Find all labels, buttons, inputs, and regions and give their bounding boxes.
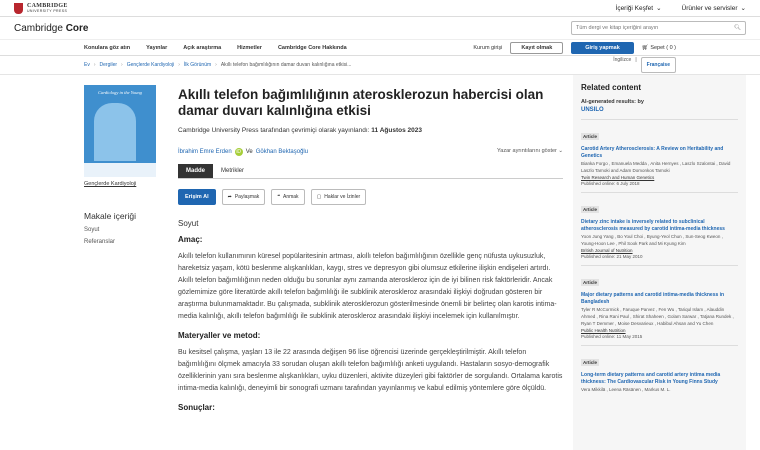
- brand-name-a: Cambridge: [14, 22, 63, 34]
- rights-label: Haklar ve İzinler: [324, 194, 361, 200]
- top-bar: [0, 0, 760, 17]
- journal-cover-image[interactable]: [84, 85, 156, 177]
- related-card: [581, 345, 738, 393]
- related-title-link[interactable]: Long-term dietary patterns and carotid artery intima media thickness: The Cardiovascular Risk in Young Finns Study: [581, 372, 721, 385]
- cart-label: Sepet ( 0 ): [650, 44, 676, 51]
- toc-title: Makale içeriği: [84, 211, 136, 221]
- share-button[interactable]: [222, 189, 266, 205]
- pub-prefix: Cambridge University Press tarafından çevrimiçi olarak yayınlandı:: [178, 127, 370, 134]
- lang-separator: |: [635, 57, 637, 63]
- nav-item-open-research[interactable]: Açık araştırma: [183, 44, 222, 51]
- abstract-heading: Soyut: [178, 219, 199, 228]
- related-title-link[interactable]: Major dietary patterns and carotid intima-media thickness in Bangladesh: [581, 292, 725, 305]
- article-main: [178, 87, 563, 412]
- tab-article[interactable]: Madde: [178, 164, 213, 178]
- related-date: Published online: 11 May 2015: [581, 334, 643, 339]
- breadcrumb-current: Akıllı telefon bağımlılığının damar duvarı kalınlığına etkisi...: [220, 62, 352, 68]
- left-sidebar: [84, 85, 156, 245]
- related-card: [581, 265, 738, 339]
- share-label: Paylaşmak: [234, 194, 260, 200]
- breadcrumb-journals[interactable]: Dergiler: [99, 62, 118, 68]
- related-date: Published online: 6 July 2018: [581, 181, 640, 186]
- orcid-icon[interactable]: iD: [236, 149, 242, 155]
- breadcrumb-home[interactable]: Ev: [84, 62, 90, 68]
- cover-illustration: [94, 103, 136, 161]
- breadcrumb-separator: ›: [121, 62, 123, 68]
- breadcrumb-separator: ›: [93, 62, 96, 68]
- breadcrumb-separator: ›: [178, 62, 180, 68]
- cambridge-logo[interactable]: [14, 3, 68, 14]
- search-placeholder: Tüm dergi ve kitap içeriğini arayın: [576, 25, 659, 31]
- journal-link[interactable]: Gençlerde Kardiyoloji: [84, 181, 137, 187]
- article-actions: [178, 189, 563, 205]
- related-card: [581, 192, 738, 259]
- main-nav: [0, 39, 760, 56]
- publication-info: [178, 127, 563, 134]
- article-tag: Article: [583, 280, 598, 285]
- related-authors: Yoon Jung Yang , Bo Youl Choi , Byung-Yeol Chun , Sun-Seog Kweon , Young-Hoon Lee , Phil Sook Park and Mi Kyung Kim: [581, 234, 723, 246]
- rights-icon: ▢: [316, 194, 322, 200]
- rights-button[interactable]: [311, 189, 367, 205]
- related-date: Published online: 21 May 2010: [581, 254, 643, 259]
- cart-icon: 🛒︎: [641, 44, 649, 51]
- related-authors: Vera Mikkilä , Leena Räsänen , Markus M. L.: [581, 387, 671, 392]
- author-join: Ve: [245, 149, 253, 155]
- nav-item-subjects[interactable]: Konulara göz atın: [84, 44, 131, 51]
- related-authors: Tyler R McCormick , Faruque Parvez , Fen Wu , Tariqul Islam , Alauddin Ahmed , Rina Rani Paul , Shirat Shaheen , Golam Sarwar , Tatjana Rundek , Ryan T Demmer , Moise Desvarieux , Habibul Ahsan and Yu Chen: [581, 307, 734, 326]
- breadcrumb-bar: [0, 56, 760, 75]
- share-icon: ➦: [227, 194, 232, 200]
- chevron-down-icon: ⌄: [656, 5, 662, 12]
- ai-source-link[interactable]: UNSILO: [581, 107, 604, 113]
- related-content-panel: [573, 75, 746, 450]
- logo-sub-text: UNIVERSITY PRESS: [27, 9, 68, 13]
- nav-item-services[interactable]: Hizmetler: [237, 44, 262, 51]
- related-journal-link[interactable]: Twin Research and Human Genetics: [581, 175, 655, 180]
- search-input[interactable]: [571, 21, 746, 35]
- signin-button[interactable]: Giriş yapmak: [571, 42, 634, 54]
- section-aim-heading: Amaç:: [178, 235, 203, 244]
- methods-paragraph: Bu kesitsel çalışma, yaşları 13 ile 22 arasında değişen 96 lise öğrencisi üzerinde gerçekleştirilmiştir. Akıllı telefon bağımlılığını ölçmek amacıyla 33 sorudan oluşan akıllı telefon bağımlılığı anketi uygulandı. Hastaların sosyo-demografik özelliklerinin yanı sıra beslenme alışkanlıkları, uyku düzenleri, aktivite düzeyleri gibi faktörler de sorgulandı. Ortalama karotis intima-media kalınlığı, deneyimli bir sonografi uzmanı tarafından yayınlanmış ve kabul edilmiş yöntemlere göre ölçüldü.: [178, 349, 563, 392]
- tab-metrics[interactable]: Metrikler: [221, 168, 245, 174]
- toc-item-references[interactable]: Referanslar: [84, 239, 116, 245]
- article-tag: Article: [583, 134, 598, 139]
- get-access-button[interactable]: Erişim Al: [178, 189, 216, 205]
- author-link[interactable]: Gökhan Bektaşoğlu: [255, 149, 309, 155]
- related-title: Related content: [581, 83, 642, 92]
- cambridge-core-logo[interactable]: [14, 23, 89, 34]
- related-authors: Bianka Forgo , Emanuela Medda , Anita Hernyes , Laszlo Szalontai , David Laszlo Tarnoki and Adam Domonkos Tarnoki: [581, 161, 731, 173]
- article-tabs: [178, 164, 563, 179]
- related-title-link[interactable]: Dietary zinc intake is inversely related to subclinical atherosclerosis measured by carotid intima-media thickness: [581, 219, 725, 232]
- brand-name-b: Core: [65, 22, 89, 34]
- authors: [178, 148, 308, 156]
- breadcrumb-journal[interactable]: Gençlerde Kardiyoloji: [126, 62, 175, 68]
- nav-item-publications[interactable]: Yayınlar: [146, 44, 168, 51]
- chevron-down-icon: ⌄: [740, 5, 746, 12]
- section-methods-heading: Materyaller ve metod:: [178, 331, 261, 340]
- chevron-down-icon: ⌄: [558, 148, 563, 154]
- article-tag: Article: [583, 207, 598, 212]
- search-icon[interactable]: 🔍︎: [734, 25, 741, 31]
- section-results-heading: Sonuçlar:: [178, 403, 215, 412]
- quote-icon: ❝: [277, 194, 280, 200]
- author-details-label: Yazar ayrıntılarını göster: [497, 148, 557, 154]
- toc-item-abstract[interactable]: Soyut: [84, 227, 100, 233]
- register-button[interactable]: Kayıt olmak: [510, 42, 563, 54]
- related-title-link[interactable]: Carotid Artery Atherosclerosis: A Review on Heritability and Genetics: [581, 146, 724, 159]
- discover-menu[interactable]: [616, 4, 662, 12]
- discover-label: İçeriği Keşfet: [615, 4, 654, 12]
- cart-link[interactable]: [642, 45, 676, 51]
- breadcrumb-separator: ›: [215, 62, 217, 68]
- cite-button[interactable]: [271, 189, 304, 205]
- lang-english[interactable]: İngilizce: [613, 57, 632, 63]
- aim-paragraph: Akıllı telefon kullanımının küresel popülaritesinin artması, akıllı telefon bağımlılığının özellikle genç nüfusta uykusuzluk, hareketsiz yaşam, kötü beslenme alışkanlıkları, kaygı, stres ve depresyon gibi olumsuz etkilerine ilişkin endişeleri artırdı. Akıllı telefon bağımlılığının neden olduğu bu sorunlar aynı zamanda ateroskleroz için de iyi bilinen risk faktörleridir. Ancak gözlemimize göre literatürde akıllı telefon bağımlılığı ile subklinik ateroskleroz arasındaki ilişkiyi doğrudan gösteren bir araştırma bulunmamaktadır. Bu çalışmada, subklinik aterosklerozun gösterilmesinde önemli bir belirteç olan karotis intima-media kalınlığı, akıllı telefon bağımlılığı ile subklinik ateroskleroz arasındaki ilişkiyi incelemek için kullanılmıştır.: [178, 253, 557, 320]
- institution-login-link[interactable]: Kurum girişi: [473, 44, 503, 51]
- author-details-toggle[interactable]: [497, 148, 563, 156]
- breadcrumb-firstview[interactable]: İlk Görünüm: [183, 62, 212, 68]
- related-journal-link[interactable]: Public Health Nutrition: [581, 328, 626, 333]
- related-card: [581, 119, 738, 186]
- ai-label: AI-generated results: by: [581, 99, 644, 105]
- breadcrumb: [84, 62, 351, 68]
- pub-date: 11 Ağustos 2023: [371, 127, 422, 134]
- products-menu[interactable]: [682, 4, 746, 12]
- related-journal-link[interactable]: British Journal of Nutrition: [581, 248, 633, 253]
- brand-bar: [0, 17, 760, 39]
- nav-item-about[interactable]: Cambridge Core Hakkında: [277, 44, 347, 51]
- cover-title: Cardiology in the Young: [98, 90, 142, 95]
- cite-label: Anmak: [283, 194, 299, 200]
- crest-icon: [14, 3, 23, 14]
- lang-french[interactable]: Française: [641, 57, 676, 73]
- article-title: Akıllı telefon bağımlılığının aterosklerozun habercisi olan damar duvarı kalınlığına etkisi: [178, 87, 544, 118]
- article-tag: Article: [583, 360, 598, 365]
- cover-footer: [84, 163, 156, 177]
- content-area: [0, 75, 760, 431]
- author-link[interactable]: İbrahim Emre Erden: [178, 149, 232, 155]
- products-label: Ürünler ve servisler: [681, 4, 738, 12]
- logo-main-text: CAMBRIDGE: [27, 3, 68, 9]
